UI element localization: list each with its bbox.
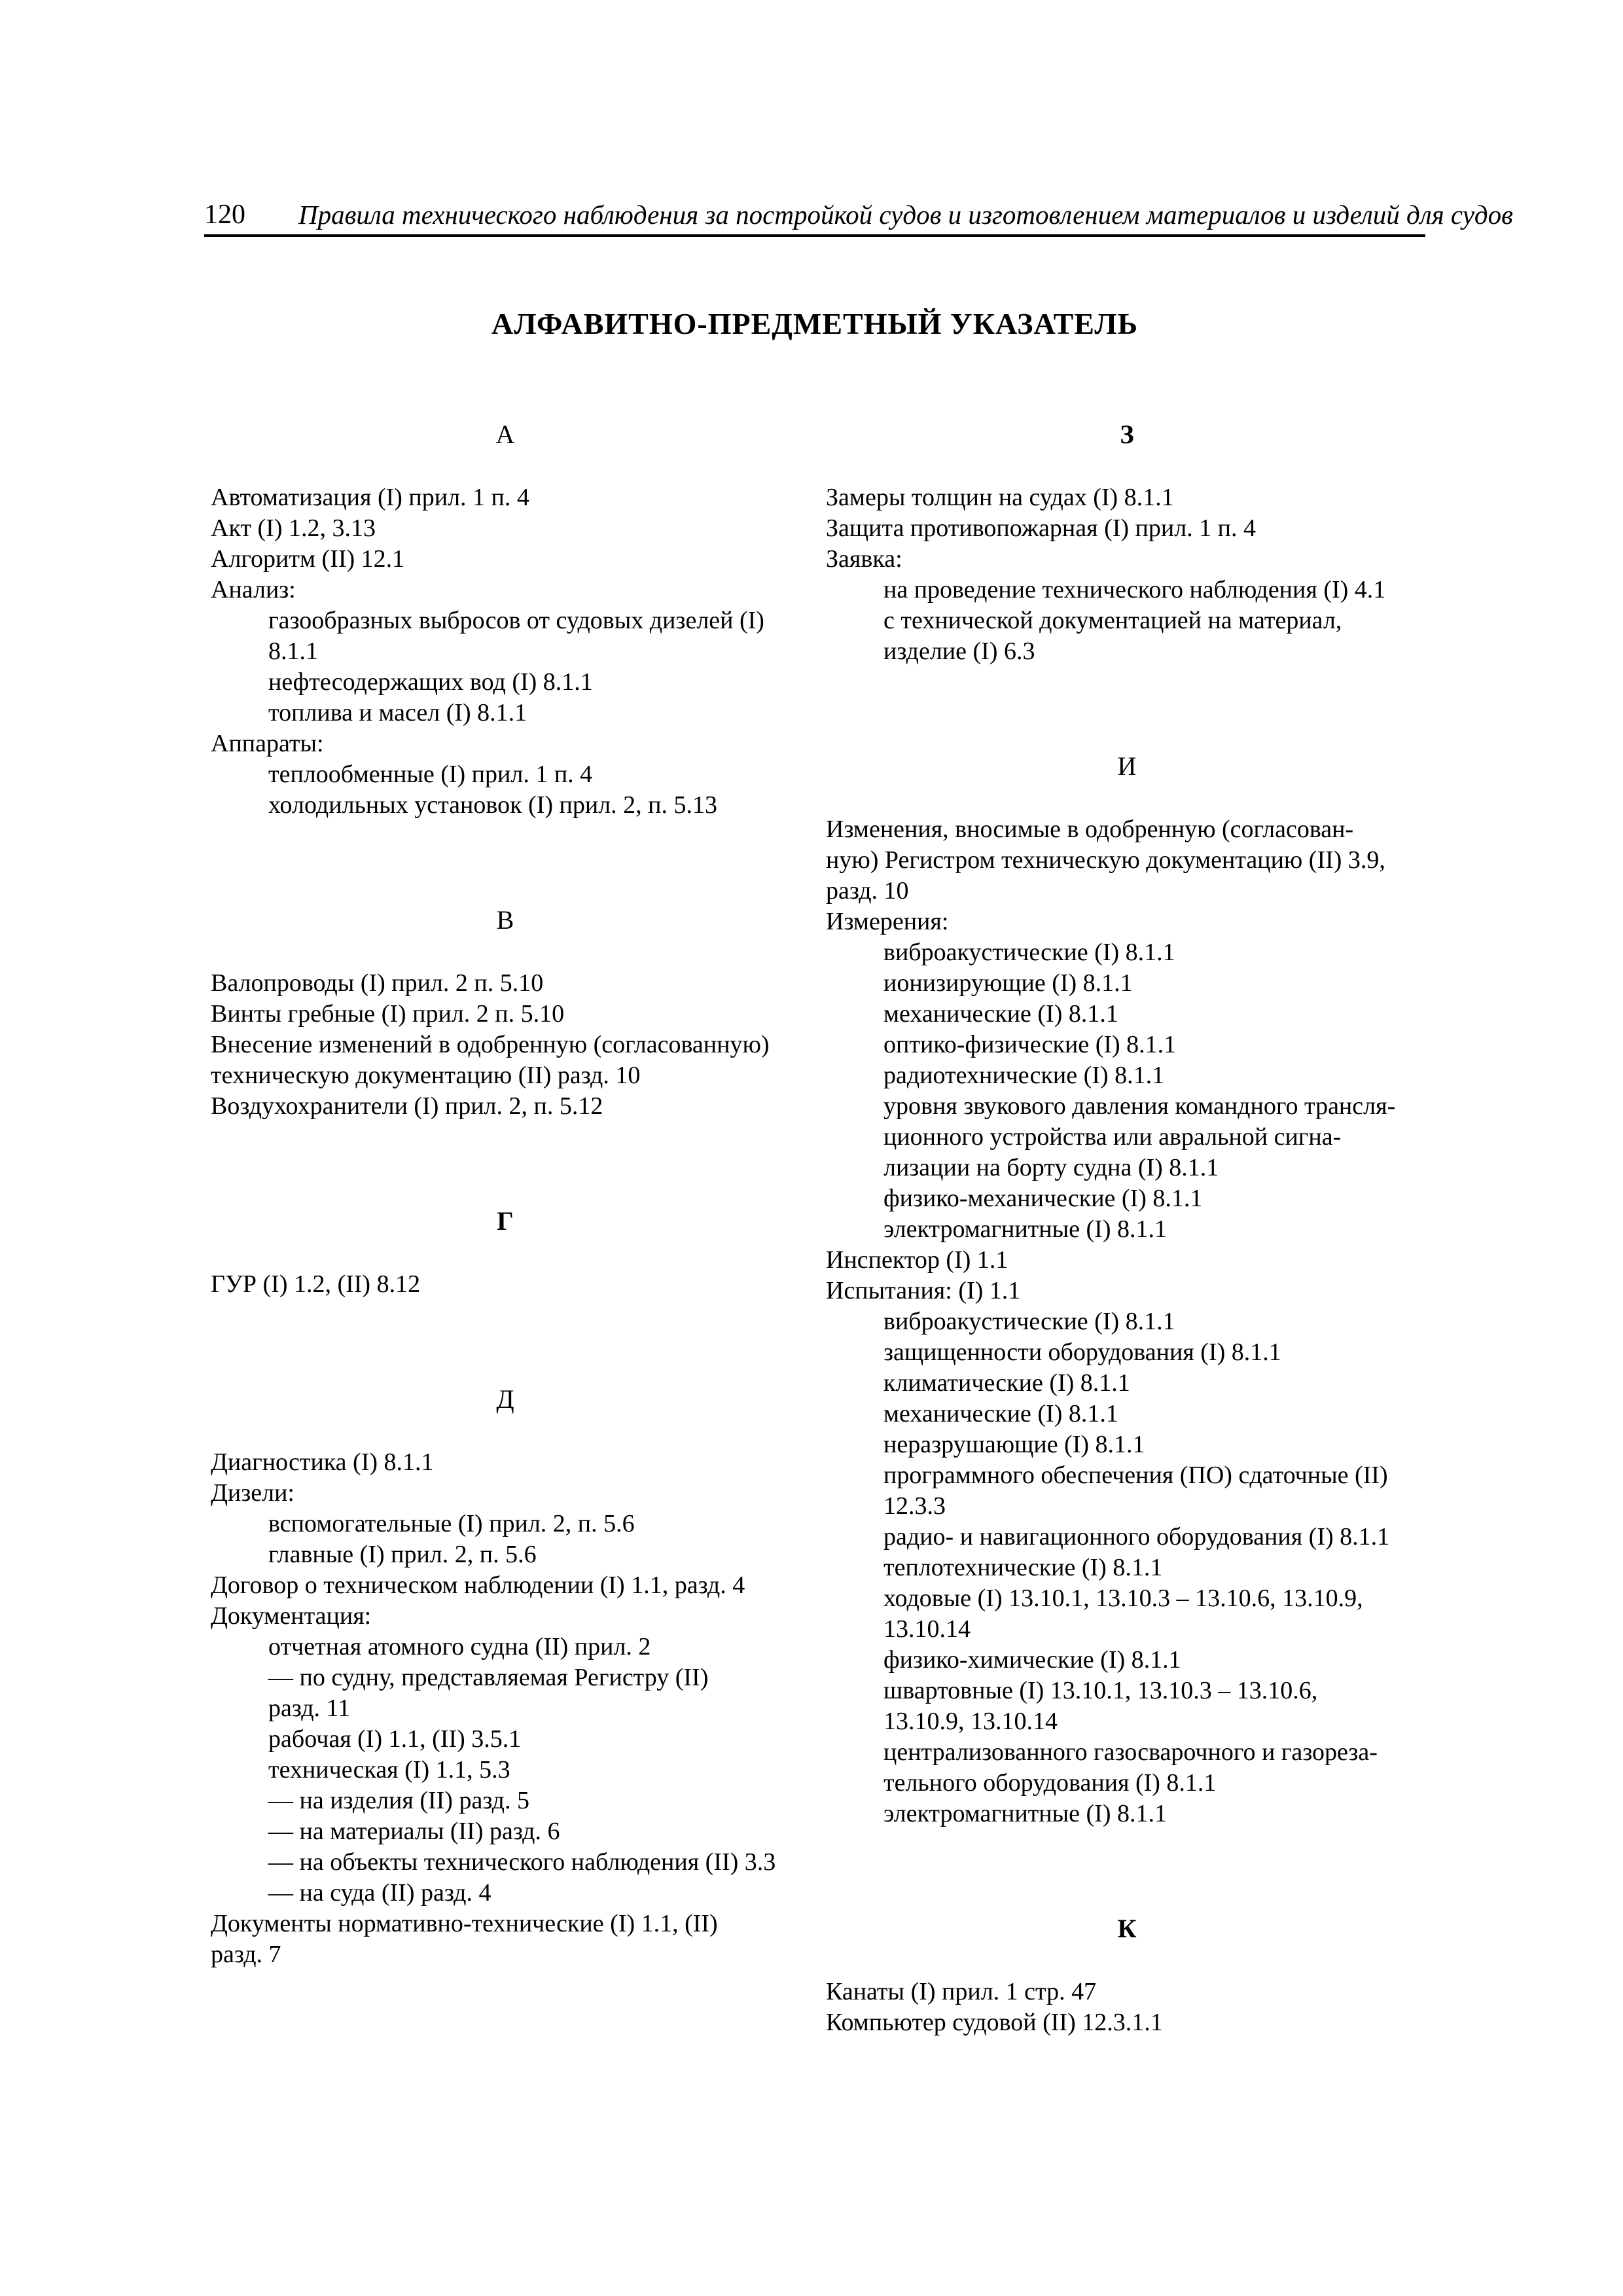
index-entry: Диагностика (I) 8.1.1 — [211, 1448, 434, 1476]
index-subentry: централизованного газосварочного и газореза- — [883, 1738, 1378, 1766]
index-section — [826, 1913, 1428, 2038]
index-section — [826, 751, 1428, 1829]
index-subentry: ходовые (I) 13.10.1, 13.10.3 – 13.10.6, 13.10.9, — [883, 1585, 1363, 1612]
index-subentry: электромагнитные (I) 8.1.1 — [883, 1215, 1167, 1243]
index-subentry: уровня звукового давления командного трансля- — [883, 1092, 1396, 1120]
index-subentry: лизации на борту судна (I) 8.1.1 — [883, 1154, 1219, 1181]
index-entry: Дизели: — [211, 1479, 294, 1507]
page-number: 120 — [204, 200, 245, 230]
index-subentry: топлива и масел (I) 8.1.1 — [268, 699, 527, 726]
index-subentry: 13.10.9, 13.10.14 — [883, 1708, 1058, 1735]
index-subentry: 12.3.3 — [883, 1492, 946, 1520]
index-subentry: техническая (I) 1.1, 5.3 — [268, 1756, 510, 1784]
index-entry: Заявка: — [826, 545, 902, 573]
index-section — [211, 905, 800, 1122]
section-letter: И — [1117, 751, 1137, 781]
index-entry: Договор о техническом наблюдении (I) 1.1, разд. 4 — [211, 1571, 745, 1599]
left-index-column — [211, 419, 800, 2054]
index-entry: Изменения, вносимые в одобренную (согласован- — [826, 816, 1354, 843]
index-section — [211, 419, 800, 821]
section-letter: Г — [497, 1206, 514, 1236]
index-entry: Анализ: — [211, 576, 296, 603]
index-subentry: швартовные (I) 13.10.1, 13.10.3 – 13.10.6, — [883, 1677, 1318, 1704]
index-entry: Компьютер судовой (II) 12.3.1.1 — [826, 2009, 1163, 2036]
index-entry: разд. 10 — [826, 877, 909, 905]
index-entry: ГУР (I) 1.2, (II) 8.12 — [211, 1270, 421, 1298]
index-subentry: теплотехнические (I) 8.1.1 — [883, 1554, 1163, 1581]
index-subentry: физико-механические (I) 8.1.1 — [883, 1185, 1203, 1212]
index-subentry: вспомогательные (I) прил. 2, п. 5.6 — [268, 1510, 635, 1537]
index-subentry: изделие (I) 6.3 — [883, 637, 1035, 665]
index-subentry: тельного оборудования (I) 8.1.1 — [883, 1769, 1217, 1797]
index-entry: Канаты (I) прил. 1 стр. 47 — [826, 1978, 1097, 2005]
index-subentry: неразрушающие (I) 8.1.1 — [883, 1431, 1145, 1458]
index-subentry: механические (I) 8.1.1 — [883, 1400, 1118, 1427]
index-subentry: теплообменные (I) прил. 1 п. 4 — [268, 761, 593, 788]
index-entry: Измерения: — [826, 908, 949, 935]
index-entry: Воздухохранители (I) прил. 2, п. 5.12 — [211, 1092, 603, 1120]
index-entry: Инспектор (I) 1.1 — [826, 1246, 1008, 1274]
index-entry: Замеры толщин на судах (I) 8.1.1 — [826, 484, 1174, 511]
index-subentry: радио- и навигационного оборудования (I) 8.1.1 — [883, 1523, 1390, 1551]
index-entry: Документы нормативно-технические (I) 1.1, (II) — [211, 1910, 718, 1937]
section-letter: Д — [496, 1384, 514, 1414]
right-index-column — [826, 419, 1428, 2122]
index-subentry: виброакустические (I) 8.1.1 — [883, 1308, 1175, 1335]
index-subentry: — по судну, представляемая Регистру (II) — [268, 1664, 709, 1691]
running-title: Правила технического наблюдения за постройкой судов и изготовлением материалов и изделий для судов — [298, 200, 1513, 230]
section-letter: З — [1120, 420, 1134, 449]
index-entry: Акт (I) 1.2, 3.13 — [211, 514, 376, 542]
index-entry: Внесение изменений в одобренную (согласованную) — [211, 1031, 770, 1058]
index-subentry: на проведение технического наблюдения (I) 4.1 — [883, 576, 1386, 603]
index-subentry: ионизирующие (I) 8.1.1 — [883, 969, 1133, 997]
index-subentry: разд. 11 — [268, 1695, 351, 1722]
index-subentry: — на изделия (II) разд. 5 — [268, 1787, 529, 1814]
index-entry: Алгоритм (II) 12.1 — [211, 545, 405, 573]
index-subentry: главные (I) прил. 2, п. 5.6 — [268, 1541, 537, 1568]
index-entry: Валопроводы (I) прил. 2 п. 5.10 — [211, 969, 544, 997]
index-subentry: оптико-физические (I) 8.1.1 — [883, 1031, 1177, 1058]
index-entry: техническую документацию (II) разд. 10 — [211, 1062, 641, 1089]
index-subentry: защищенности оборудования (I) 8.1.1 — [883, 1338, 1281, 1366]
index-subentry: нефтесодержащих вод (I) 8.1.1 — [268, 668, 593, 696]
index-subentry: — на материалы (II) разд. 6 — [268, 1818, 560, 1845]
index-subentry: газообразных выбросов от судовых дизелей (I) — [268, 607, 764, 634]
index-subentry: с технической документацией на материал, — [883, 607, 1342, 634]
index-subentry: 8.1.1 — [268, 637, 318, 665]
index-entry: разд. 7 — [211, 1941, 281, 1968]
index-section — [826, 419, 1428, 667]
index-entry: Защита противопожарная (I) прил. 1 п. 4 — [826, 514, 1257, 542]
index-subentry: — на суда (II) разд. 4 — [268, 1879, 491, 1907]
index-subentry: электромагнитные (I) 8.1.1 — [883, 1800, 1167, 1827]
index-subentry: радиотехнические (I) 8.1.1 — [883, 1062, 1165, 1089]
index-entry: Аппараты: — [211, 730, 324, 757]
index-subentry: 13.10.14 — [883, 1615, 971, 1643]
index-subentry: отчетная атомного судна (II) прил. 2 — [268, 1633, 651, 1660]
index-subentry: — на объекты технического наблюдения (II) 3.3 — [268, 1848, 776, 1876]
index-section — [211, 1206, 800, 1300]
index-title: АЛФАВИТНО-ПРЕДМЕТНЫЙ УКАЗАТЕЛЬ — [491, 307, 1139, 340]
index-entry: Автоматизация (I) прил. 1 п. 4 — [211, 484, 529, 511]
index-subentry: программного обеспечения (ПО) сдаточные (II) — [883, 1462, 1388, 1489]
section-letter: А — [495, 420, 515, 449]
index-entry: Испытания: (I) 1.1 — [826, 1277, 1021, 1304]
index-subentry: механические (I) 8.1.1 — [883, 1000, 1118, 1028]
section-letter: К — [1117, 1914, 1137, 1943]
running-header — [204, 200, 1513, 237]
index-entry: Документация: — [211, 1602, 372, 1630]
index-entry: ную) Регистром техническую документацию (II) 3.9, — [826, 846, 1385, 874]
index-subentry: рабочая (I) 1.1, (II) 3.5.1 — [268, 1725, 522, 1753]
index-section — [211, 1384, 800, 1970]
index-subentry: холодильных установок (I) прил. 2, п. 5.13 — [268, 791, 717, 819]
index-subentry: ционного устройства или авральной сигна- — [883, 1123, 1342, 1151]
index-entry: Винты гребные (I) прил. 2 п. 5.10 — [211, 1000, 565, 1028]
section-letter: В — [496, 905, 514, 935]
index-subentry: виброакустические (I) 8.1.1 — [883, 939, 1175, 966]
index-subentry: климатические (I) 8.1.1 — [883, 1369, 1130, 1397]
index-subentry: физико-химические (I) 8.1.1 — [883, 1646, 1181, 1674]
